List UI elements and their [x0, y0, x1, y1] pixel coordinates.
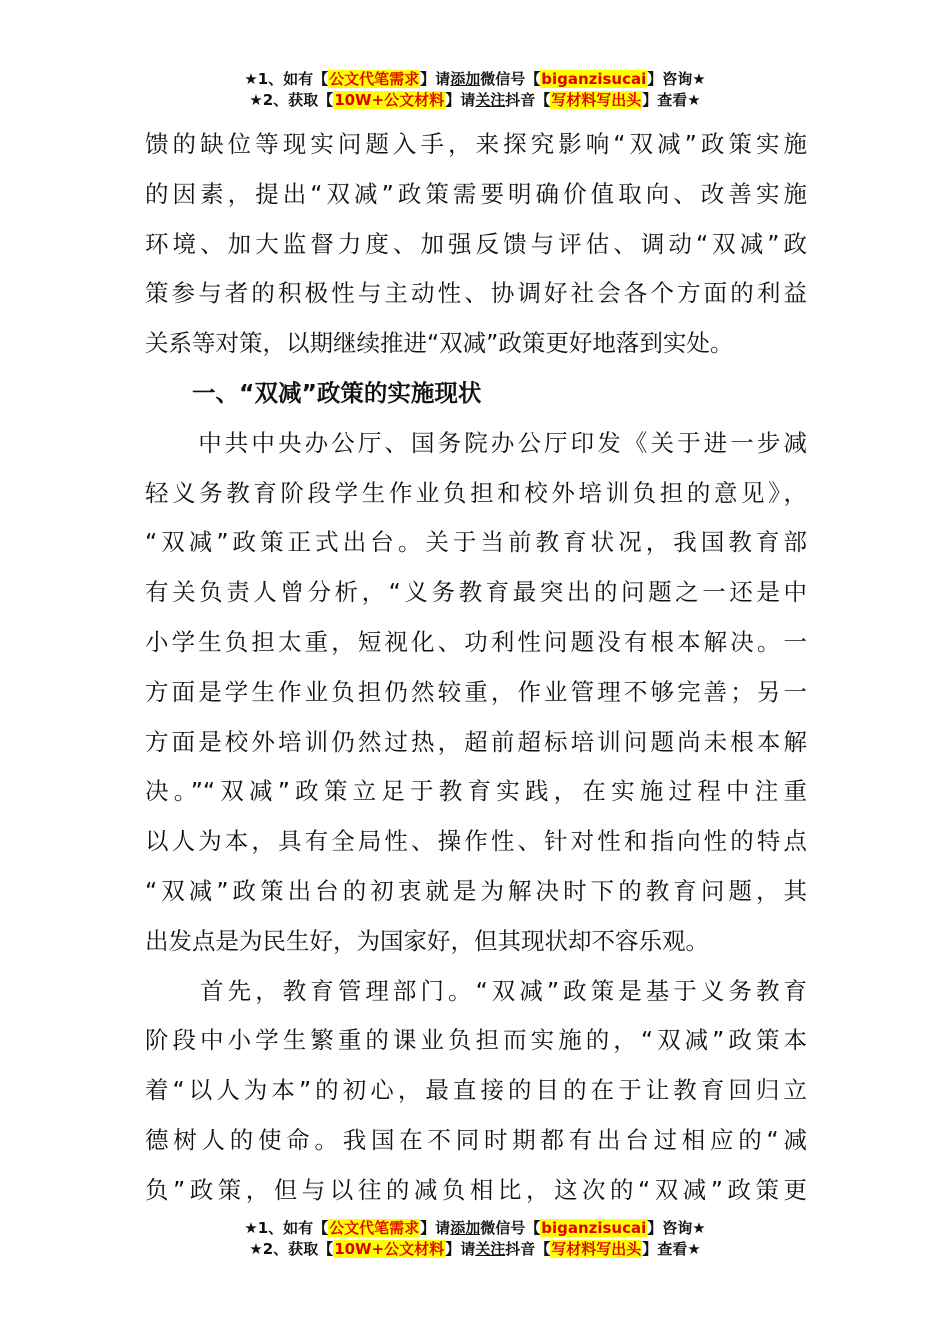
douyin-id: 写材料写出头 [551, 91, 642, 109]
body-line: 的因素，提出“双减”政策需要明确价值取向、改善实施 [145, 179, 807, 208]
body-line: 首先，教育管理部门。“双减”政策是基于义务教育 [145, 976, 807, 1005]
banner-line-1: ★1、如有【公文代笔需求】请添加微信号【biganzisucai】咨询★ [244, 70, 706, 88]
body-line: “双减”政策正式出台。关于当前教育状况，我国教育部 [145, 528, 807, 557]
section-heading: 一、“双减”政策的实施现状 [145, 378, 482, 407]
highlight-text: 10W+公文材料 [334, 1240, 445, 1258]
highlight-text: 公文代笔需求 [329, 70, 420, 88]
body-line: “双减”政策出台的初衷就是为解决时下的教育问题，其 [145, 876, 807, 905]
body-line: 着“以人为本”的初心，最直接的目的在于让教育回归立 [145, 1076, 807, 1105]
highlight-text: 10W+公文材料 [334, 91, 445, 109]
body-line: 阶段中小学生繁重的课业负担而实施的，“双减”政策本 [145, 1026, 807, 1055]
body-line: 以人为本，具有全局性、操作性、针对性和指向性的特点 [145, 827, 807, 856]
body-line: 有关负责人曾分析，“义务教育最突出的问题之一还是中 [145, 578, 807, 607]
wechat-id: biganzisucai [541, 70, 647, 88]
header-banner [0, 69, 950, 111]
document-body [145, 120, 807, 1216]
body-line: 方面是校外培训仍然过热，超前超标培训问题尚未根本解 [145, 727, 807, 756]
body-line: 关系等对策，以期继续推进“双减”政策更好地落到实处。 [145, 329, 734, 358]
highlight-text: 公文代笔需求 [329, 1219, 420, 1237]
banner-line-1: ★1、如有【公文代笔需求】请添加微信号【biganzisucai】咨询★ [244, 1219, 706, 1237]
douyin-id: 写材料写出头 [551, 1240, 642, 1258]
body-line: 出发点是为民生好，为国家好，但其现状却不容乐观。 [145, 926, 709, 955]
body-line: 德树人的使命。我国在不同时期都有出台过相应的“减 [145, 1125, 807, 1154]
body-line: 决。”“双减”政策立足于教育实践，在实施过程中注重 [145, 777, 807, 806]
body-line: 中共中央办公厅、国务院办公厅印发《关于进一步减 [145, 428, 807, 457]
body-line: 小学生负担太重，短视化、功利性问题没有根本解决。一 [145, 627, 807, 656]
banner-line-2: ★2、获取【10W+公文材料】请关注抖音【写材料写出头】查看★ [249, 1240, 701, 1258]
wechat-id: biganzisucai [541, 1219, 647, 1237]
body-line: 方面是学生作业负担仍然较重，作业管理不够完善；另一 [145, 677, 807, 706]
body-line: 环境、加大监督力度、加强反馈与评估、调动“双减”政 [145, 229, 807, 258]
body-line: 馈的缺位等现实问题入手，来探究影响“双减”政策实施 [145, 130, 807, 158]
body-line: 轻义务教育阶段学生作业负担和校外培训负担的意见》， [145, 478, 807, 507]
body-line: 策参与者的积极性与主动性、协调好社会各个方面的利益 [145, 279, 807, 308]
banner-line-2: ★2、获取【10W+公文材料】请关注抖音【写材料写出头】查看★ [249, 91, 701, 109]
footer-banner [0, 1218, 950, 1260]
body-line: 负”政策，但与以往的减负相比，这次的“双减”政策更 [145, 1175, 807, 1204]
